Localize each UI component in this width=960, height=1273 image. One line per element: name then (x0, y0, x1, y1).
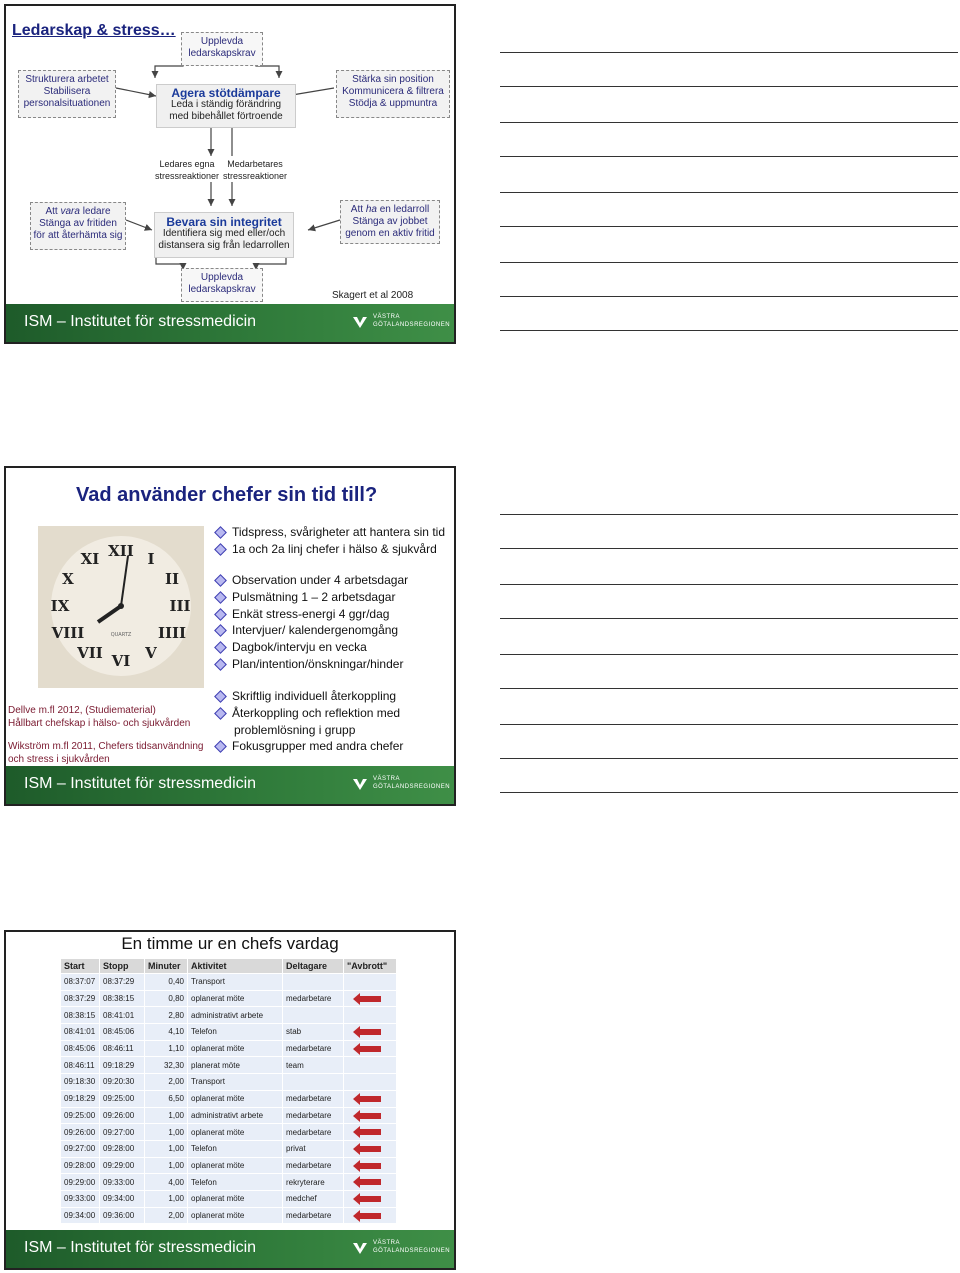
cell-delt: medarbetare (283, 1124, 344, 1141)
cell-delt: medarbetare (283, 1207, 344, 1224)
bullet-text: Fokusgrupper med andra chefer (232, 739, 404, 754)
table-header-row (61, 959, 397, 974)
box-line: Stabilisera (43, 86, 91, 97)
logo-line: VÄSTRA (373, 314, 401, 320)
cell-start: 09:27:00 (61, 1140, 100, 1157)
cell-akt: Transport (188, 974, 283, 991)
slide-en-timme (4, 930, 456, 1270)
cell-start: 09:34:00 (61, 1207, 100, 1224)
bullet-text: Enkät stress-energi 4 ggr/dag (232, 606, 390, 621)
cell-delt: medarbetare (283, 990, 344, 1007)
cell-avbrott (344, 1140, 397, 1157)
cell-delt: stab (283, 1024, 344, 1041)
box-line: Stänga av jobbet (352, 216, 428, 227)
label-line: stressreaktioner (154, 171, 220, 181)
cell-stopp: 09:26:00 (100, 1107, 145, 1124)
cell-stopp: 09:33:00 (100, 1174, 145, 1191)
cell-stopp: 09:34:00 (100, 1190, 145, 1207)
cell-stopp: 09:28:00 (100, 1140, 145, 1157)
cell-min: 0,40 (145, 974, 188, 991)
vgr-logo-icon (351, 1240, 369, 1256)
cell-delt (283, 974, 344, 991)
bullet-text: Dagbok/intervju en vecka (232, 640, 367, 655)
table-row (61, 1090, 397, 1107)
cell-min: 2,00 (145, 1074, 188, 1091)
cell-delt (283, 1074, 344, 1091)
interrupt-arrow-icon (359, 1046, 381, 1052)
cell-akt: oplanerat möte (188, 1040, 283, 1057)
note-line (500, 584, 958, 585)
vgr-logo-icon (351, 314, 369, 330)
cell-akt: planerat möte (188, 1057, 283, 1074)
svg-text:VI: VI (111, 652, 131, 670)
cell-stopp: 08:41:01 (100, 1007, 145, 1024)
box-line: Att ha en ledarroll (350, 204, 430, 215)
cell-start: 09:28:00 (61, 1157, 100, 1174)
bullet-text: Plan/intention/önskningar/hinder (232, 656, 404, 671)
table-row (61, 1140, 397, 1157)
cell-min: 32,30 (145, 1057, 188, 1074)
activity-log-table (60, 958, 397, 1224)
cell-stopp: 09:27:00 (100, 1124, 145, 1141)
svg-text:X: X (62, 570, 74, 588)
cell-avbrott (344, 1157, 397, 1174)
cell-avbrott (344, 974, 397, 991)
center-top-title: Agera stötdämpare (171, 86, 281, 100)
box-line: Stänga av fritiden (39, 218, 117, 229)
footer-text: ISM – Institutet för stressmedicin (24, 313, 257, 330)
cell-delt: medarbetare (283, 1090, 344, 1107)
bullet-item (214, 738, 403, 755)
label-line: stressreaktioner (222, 171, 288, 181)
note-line (500, 618, 958, 619)
ref-line: Hållbart chefskap i hälso- och sjukvården (8, 718, 191, 729)
note-line (500, 514, 958, 515)
cell-stopp: 09:29:00 (100, 1157, 145, 1174)
cell-start: 09:18:29 (61, 1090, 100, 1107)
box-line: Upplevda (200, 36, 244, 47)
cell-akt: Telefon (188, 1024, 283, 1041)
bullet-text: Tidspress, svårigheter att hantera sin tid (232, 525, 445, 539)
slide-title: En timme ur en chefs vardag (121, 934, 339, 953)
logo-line: GÖTALANDSREGIONEN (373, 322, 451, 328)
note-line (500, 192, 958, 193)
svg-text:II: II (164, 570, 180, 588)
bullet-item (214, 572, 408, 589)
clock-brand: QUARTZ (110, 632, 132, 638)
table-row (61, 1190, 397, 1207)
logo-line: VÄSTRA (373, 1240, 401, 1246)
cell-akt: oplanerat möte (188, 1157, 283, 1174)
cell-avbrott (344, 1007, 397, 1024)
cell-akt: administrativt arbete (188, 1107, 283, 1124)
note-line (500, 330, 958, 331)
table-row (61, 1207, 397, 1224)
cell-min: 0,80 (145, 990, 188, 1007)
svg-text:XI: XI (80, 550, 100, 568)
note-line (500, 52, 958, 53)
cell-avbrott (344, 1124, 397, 1141)
bullet-item (214, 656, 408, 673)
cell-start: 09:26:00 (61, 1124, 100, 1141)
footer-text: ISM – Institutet för stressmedicin (24, 1239, 257, 1256)
cell-avbrott (344, 1190, 397, 1207)
bullet-item (214, 639, 408, 656)
note-line (500, 296, 958, 297)
note-line (500, 792, 958, 793)
box-line: för att återhämta sig (33, 230, 123, 241)
left-bottom-box (30, 202, 126, 250)
label-line: Ledares egna (159, 159, 215, 169)
bullet-item (214, 622, 408, 639)
cell-start: 09:25:00 (61, 1107, 100, 1124)
bullet-group-1 (214, 524, 445, 558)
cell-avbrott (344, 1024, 397, 1041)
cell-stopp: 08:45:06 (100, 1024, 145, 1041)
left-top-box (18, 70, 116, 118)
box-line: ledarskapskrav (188, 48, 256, 59)
cell-stopp: 08:46:11 (100, 1040, 145, 1057)
cell-delt: team (283, 1057, 344, 1074)
staff-stress-label (220, 158, 290, 182)
bullet-text: 1a och 2a linj chefer i hälso & sjukvård (232, 541, 437, 556)
cell-delt: medarbetare (283, 1040, 344, 1057)
bullet-item (214, 722, 403, 739)
slide-title: Vad använder chefer sin tid till? (76, 484, 378, 506)
box-line: personalsituationen (23, 98, 111, 109)
leader-stress-label (152, 158, 222, 182)
col-header: "Avbrott" (344, 959, 397, 974)
cell-start: 08:46:11 (61, 1057, 100, 1074)
slide-ledarskap-stress (4, 4, 456, 344)
cell-stopp: 09:20:30 (100, 1074, 145, 1091)
footer-text: ISM – Institutet för stressmedicin (24, 775, 257, 792)
cell-akt: oplanerat möte (188, 1124, 283, 1141)
col-header: Aktivitet (188, 959, 283, 974)
bullet-item (214, 541, 445, 558)
cell-akt: oplanerat möte (188, 1190, 283, 1207)
interrupt-arrow-icon (359, 996, 381, 1002)
ref-line: och stress i sjukvården (8, 754, 110, 765)
bullet-text: Återkoppling och reflektion med (232, 705, 401, 720)
reference-dellve (8, 704, 190, 730)
cell-start: 08:38:15 (61, 1007, 100, 1024)
cell-start: 09:33:00 (61, 1190, 100, 1207)
cell-delt: privat (283, 1140, 344, 1157)
interrupt-arrow-icon (359, 1146, 381, 1152)
box-line: Strukturera arbetet (25, 74, 109, 85)
clock-icon (38, 526, 204, 688)
box-line: Kommunicera & filtrera (342, 86, 444, 97)
cell-min: 1,00 (145, 1107, 188, 1124)
table-row (61, 1057, 397, 1074)
svg-text:VIII: VIII (51, 624, 85, 642)
cell-stopp: 08:37:29 (100, 974, 145, 991)
table-row (61, 974, 397, 991)
note-line (500, 548, 958, 549)
col-header: Deltagare (283, 959, 344, 974)
bullet-item (214, 705, 403, 722)
box-line: Att vara ledare (45, 206, 111, 217)
cell-akt: oplanerat möte (188, 1207, 283, 1224)
bullet-text: Intervjuer/ kalendergenomgång (232, 623, 399, 638)
cell-akt: administrativt arbete (188, 1007, 283, 1024)
col-header: Minuter (145, 959, 188, 974)
bullet-item (214, 524, 445, 541)
table-row (61, 1174, 397, 1191)
top-demand-box (181, 32, 263, 66)
right-top-box (336, 70, 450, 118)
cell-avbrott (344, 1174, 397, 1191)
vgr-logo (351, 312, 451, 334)
table-body (61, 974, 397, 1224)
cell-min: 1,00 (145, 1124, 188, 1141)
slide-footer (6, 304, 454, 342)
bullet-group-3 (214, 688, 403, 755)
svg-text:VII: VII (77, 644, 103, 662)
cell-avbrott (344, 1207, 397, 1224)
cell-stopp: 09:36:00 (100, 1207, 145, 1224)
cell-min: 4,10 (145, 1024, 188, 1041)
cell-start: 08:37:07 (61, 974, 100, 991)
cell-start: 08:45:06 (61, 1040, 100, 1057)
note-line (500, 262, 958, 263)
cell-stopp: 09:18:29 (100, 1057, 145, 1074)
box-line: Upplevda (200, 272, 244, 283)
clock-photo (38, 526, 204, 688)
vgr-logo-icon (351, 776, 369, 792)
cell-min: 2,80 (145, 1007, 188, 1024)
center-bottom-box (154, 212, 294, 258)
note-line (500, 688, 958, 689)
cell-akt: oplanerat möte (188, 990, 283, 1007)
interrupt-arrow-icon (359, 1213, 381, 1219)
cell-min: 1,00 (145, 1190, 188, 1207)
logo-line: GÖTALANDSREGIONEN (373, 1248, 451, 1254)
cell-akt: Telefon (188, 1140, 283, 1157)
box-line: Leda i ständig förändring (170, 99, 282, 110)
cell-akt: Telefon (188, 1174, 283, 1191)
cell-delt: medarbetare (283, 1157, 344, 1174)
svg-text:III: III (169, 597, 191, 615)
table-row (61, 1157, 397, 1174)
bullet-text: problemlösning i grupp (234, 722, 356, 737)
bullet-group-2 (214, 572, 408, 673)
table-row (61, 990, 397, 1007)
col-header: Start (61, 959, 100, 974)
note-line (500, 654, 958, 655)
cell-stopp: 08:38:15 (100, 990, 145, 1007)
interrupt-arrow-icon (359, 1129, 381, 1135)
cell-min: 1,00 (145, 1140, 188, 1157)
cell-avbrott (344, 990, 397, 1007)
cell-min: 2,00 (145, 1207, 188, 1224)
box-line: ledarskapskrav (188, 284, 256, 295)
interrupt-arrow-icon (359, 1096, 381, 1102)
cell-start: 08:41:01 (61, 1024, 100, 1041)
col-header: Stopp (100, 959, 145, 974)
slide-title: Ledarskap & stress… (12, 22, 176, 39)
cell-avbrott (344, 1074, 397, 1091)
box-line: Stödja & uppmuntra (348, 98, 438, 109)
box-line: distansera sig från ledarrollen (158, 240, 290, 251)
cell-delt (283, 1007, 344, 1024)
interrupt-arrow-icon (359, 1179, 381, 1185)
bullet-text: Observation under 4 arbetsdagar (232, 573, 409, 587)
slide-footer (6, 766, 454, 804)
cell-avbrott (344, 1090, 397, 1107)
interrupt-arrow-icon (359, 1163, 381, 1169)
interrupt-arrow-icon (359, 1196, 381, 1202)
bullet-item (214, 589, 408, 606)
cell-start: 09:18:30 (61, 1074, 100, 1091)
cell-akt: oplanerat möte (188, 1090, 283, 1107)
citation: Skagert et al 2008 (332, 290, 414, 301)
ref-line: Dellve m.fl 2012, (Studiematerial) (8, 705, 156, 716)
cell-avbrott (344, 1107, 397, 1124)
svg-text:IX: IX (50, 597, 70, 615)
cell-start: 08:37:29 (61, 990, 100, 1007)
cell-delt: rekryterare (283, 1174, 344, 1191)
cell-min: 4,00 (145, 1174, 188, 1191)
table-row (61, 1007, 397, 1024)
box-line: Stärka sin position (352, 74, 434, 85)
bullet-item (214, 688, 403, 705)
table-row (61, 1040, 397, 1057)
svg-text:IIII: IIII (157, 624, 187, 642)
cell-stopp: 09:25:00 (100, 1090, 145, 1107)
cell-delt: medarbetare (283, 1107, 344, 1124)
box-line: Identifiera sig med eller/och (162, 228, 286, 239)
box-line: med bibehållet förtroende (169, 111, 283, 122)
label-line: Medarbetares (227, 159, 283, 169)
svg-text:V: V (145, 644, 157, 662)
svg-text:I: I (147, 550, 155, 568)
note-line (500, 724, 958, 725)
table-row (61, 1124, 397, 1141)
ref-line: Wikström m.fl 2011, Chefers tidsanvändning (8, 741, 204, 752)
cell-avbrott (344, 1057, 397, 1074)
box-line: genom en aktiv fritid (345, 228, 435, 239)
table-row (61, 1024, 397, 1041)
interrupt-arrow-icon (359, 1113, 381, 1119)
cell-avbrott (344, 1040, 397, 1057)
center-top-box (156, 84, 296, 128)
bullet-text: Pulsmätning 1 – 2 arbetsdagar (232, 589, 396, 604)
right-bottom-box (340, 200, 440, 244)
note-line (500, 156, 958, 157)
vgr-logo (351, 1238, 451, 1260)
slide-tidsanvandning (4, 466, 456, 806)
interrupt-arrow-icon (359, 1029, 381, 1035)
svg-text:XII: XII (108, 542, 134, 560)
center-bottom-title: Bevara sin integritet (166, 215, 282, 229)
reference-wikstrom (8, 740, 203, 766)
cell-delt: medchef (283, 1190, 344, 1207)
cell-min: 6,50 (145, 1090, 188, 1107)
vgr-logo (351, 774, 451, 796)
cell-akt: Transport (188, 1074, 283, 1091)
table-row (61, 1074, 397, 1091)
note-line (500, 122, 958, 123)
slide-footer (6, 1230, 454, 1268)
table-row (61, 1107, 397, 1124)
note-line (500, 86, 958, 87)
logo-line: VÄSTRA (373, 776, 401, 782)
note-line (500, 226, 958, 227)
bottom-demand-box (181, 268, 263, 302)
bullet-text: Skriftlig individuell återkoppling (232, 689, 397, 703)
cell-min: 1,10 (145, 1040, 188, 1057)
cell-start: 09:29:00 (61, 1174, 100, 1191)
logo-line: GÖTALANDSREGIONEN (373, 784, 451, 790)
cell-min: 1,00 (145, 1157, 188, 1174)
note-line (500, 758, 958, 759)
bullet-item (214, 606, 408, 623)
